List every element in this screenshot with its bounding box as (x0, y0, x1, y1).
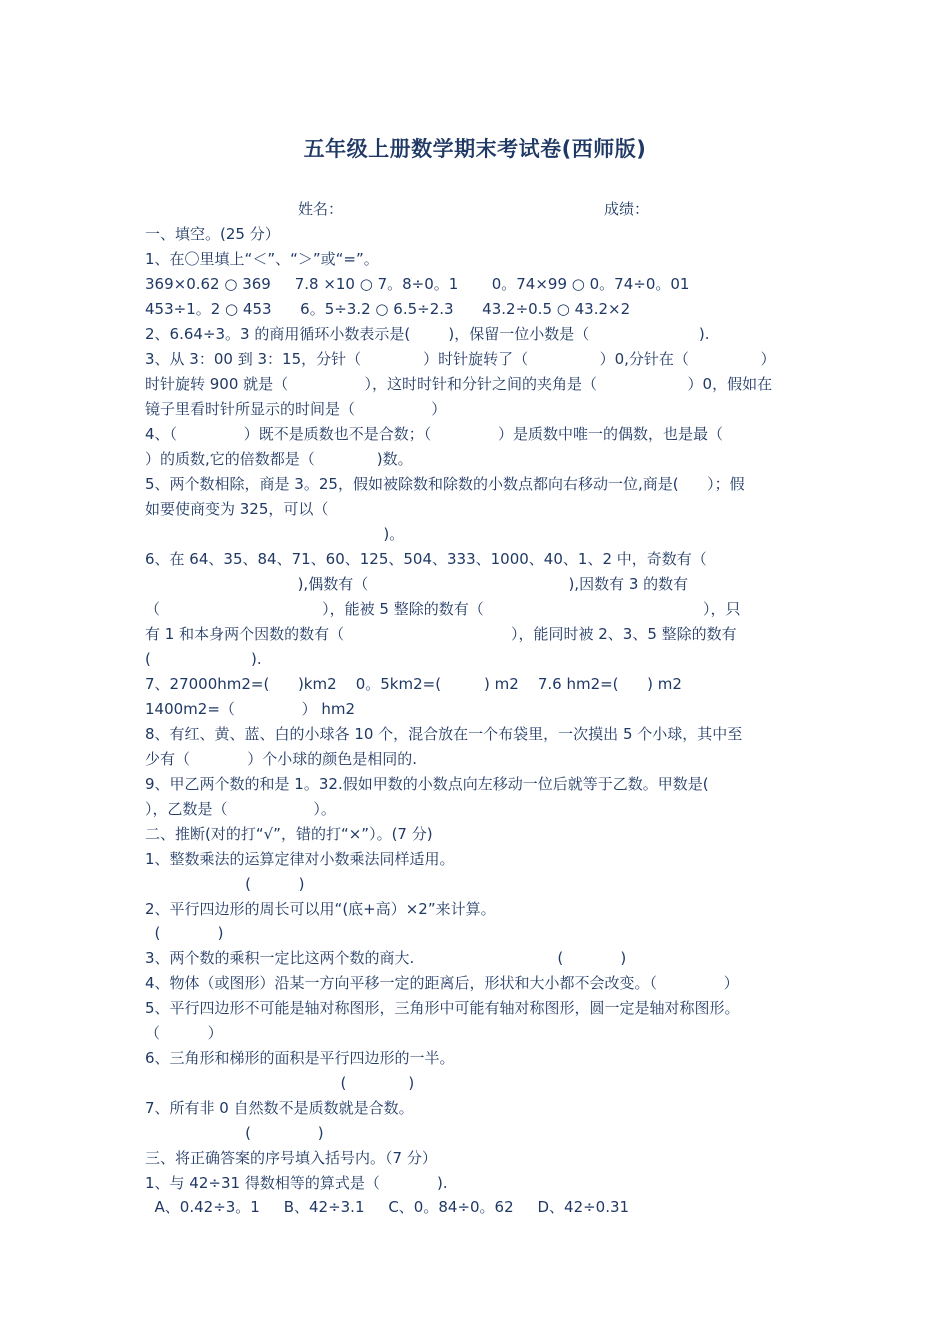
exam-line: 369×0.62 ○ 369 7.8 ×10 ○ 7。8÷0。1 0。74×99 ○ 0。74÷0。01 (145, 275, 690, 293)
exam-line: 6、在 64、35、84、71、60、125、504、333、1000、40、1、2 中，奇数有（ (145, 550, 707, 568)
exam-line: 3、从 3：00 到 3：15，分针（ ）时针旋转了（ ）0,分针在（ ） (145, 350, 776, 368)
exam-line: （ ） (145, 1024, 223, 1042)
exam-line: 有 1 和本身两个因数的数有（ ），能同时被 2、3、5 整除的数有 (145, 625, 737, 643)
exam-line: ( ). (145, 650, 262, 668)
name-label: 姓名： (298, 200, 344, 218)
exam-line: 4、物体（或图形）沿某一方向平移一定的距离后，形状和大小都不会改变。（ ） (145, 974, 739, 992)
exam-line: 9、甲乙两个数的和是 1。32.假如甲数的小数点向左移动一位后就等于乙数。甲数是( (145, 775, 709, 793)
exam-line: ）的质数,它的倍数都是（ )数。 (145, 450, 413, 468)
exam-line: )。 (145, 525, 405, 543)
exam-line: ( ) (145, 1074, 415, 1092)
exam-line: A、0.42÷3。1 B、42÷3.1 C、0。84÷0。62 D、42÷0.31 (145, 1198, 630, 1216)
exam-line: 1、在〇里填上“＜”、“＞”或“=”。 (145, 250, 379, 268)
exam-line: 镜子里看时针所显示的时间是（ ） (145, 400, 447, 418)
exam-line: 5、两个数相除，商是 3。25，假如被除数和除数的小数点都向右移动一位,商是( ）；假 (145, 475, 745, 493)
exam-line: 2、6.64÷3。3 的商用循环小数表示是( )，保留一位小数是（ ). (145, 325, 710, 343)
exam-line: 1400m2=（ ） hm2 (145, 700, 356, 718)
exam-line: ( ) (145, 875, 305, 893)
exam-line: 时针旋转 900 就是（ ），这时时针和分针之间的夹角是（ ）0，假如在 (145, 375, 773, 393)
exam-line: 三、将正确答案的序号填入括号内。（7 分） (145, 1149, 437, 1167)
exam-line: 7、27000hm2=( )km2 0。5km2=( ) m2 7.6 hm2=( ) m2 (145, 675, 682, 693)
exam-line: ),偶数有（ ),因数有 3 的数有 (145, 575, 689, 593)
exam-line: ( ) (145, 924, 224, 942)
exam-line: （ ），能被 5 整除的数有（ ），只 (145, 600, 741, 618)
exam-line: 如要使商变为 325，可以（ (145, 500, 329, 518)
exam-line: 8、有红、黄、蓝、白的小球各 10 个，混合放在一个布袋里，一次摸出 5 个小球，其中至 (145, 725, 743, 743)
exam-line: 1、整数乘法的运算定律对小数乘法同样适用。 (145, 850, 455, 868)
exam-title: 五年级上册数学期末考试卷(西师版) (303, 137, 647, 161)
exam-line: 4、（ ）既不是质数也不是合数；（ ）是质数中唯一的偶数，也是最（ (145, 425, 724, 443)
exam-line: 6、三角形和梯形的面积是平行四边形的一半。 (145, 1049, 455, 1067)
exam-line: 5、平行四边形不可能是轴对称图形，三角形中可能有轴对称图形，圆一定是轴对称图形。 (145, 999, 740, 1017)
exam-line: 7、所有非 0 自然数不是质数就是合数。 (145, 1099, 414, 1117)
exam-line: 2、平行四边形的周长可以用“(底+高）×2”来计算。 (145, 900, 496, 918)
exam-line: 3、两个数的乘积一定比这两个数的商大. ( ) (145, 949, 627, 967)
exam-line: 二、推断(对的打“√”，错的打“×”）。(7 分) (145, 825, 433, 843)
exam-line: 453÷1。2 ○ 453 6。5÷3.2 ○ 6.5÷2.3 43.2÷0.5 ○ 43.2×2 (145, 300, 631, 318)
exam-line: 1、与 42÷31 得数相等的算式是（ ). (145, 1174, 448, 1192)
score-label: 成绩： (604, 200, 650, 218)
exam-line: ），乙数是（ ）。 (145, 800, 336, 818)
exam-line: 少有（ ）个小球的颜色是相同的. (145, 750, 417, 768)
exam-line: ( ) (145, 1124, 324, 1142)
exam-line: 一、填空。(25 分） (145, 225, 280, 243)
